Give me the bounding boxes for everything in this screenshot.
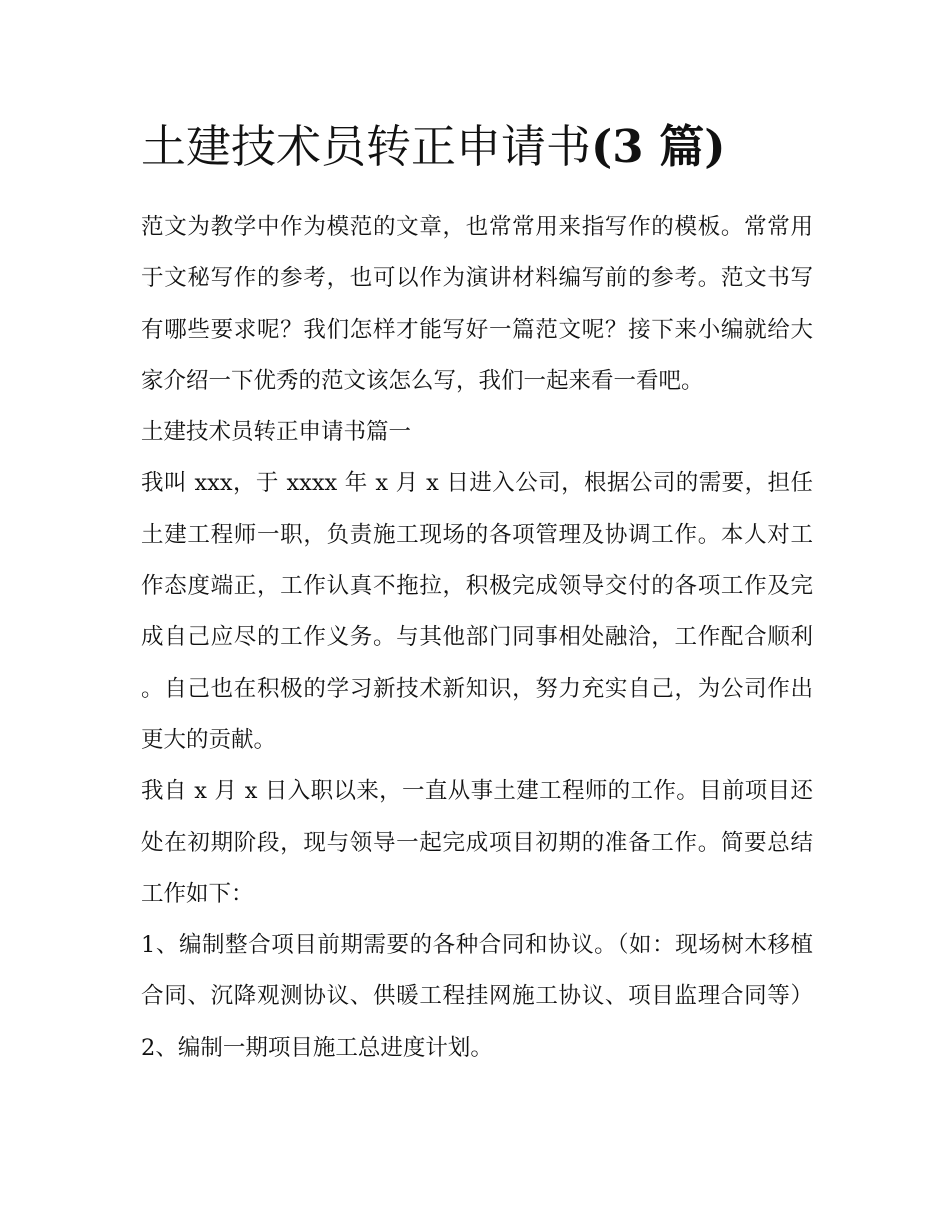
section-heading: 土建技术员转正申请书篇一 <box>141 419 412 446</box>
body-paragraph: 我自 x 月 x 日入职以来，一直从事土建工程师的工作。目前项目还处在初期阶段，现与领导一起完成项目初期的准备工作。简要总结工作如下： <box>141 778 813 907</box>
body-paragraph: 我叫 xxx，于 xxxx 年 x 月 x 日进入公司，根据公司的需要，担任土建工程师一职，负责施工现场的各项管理及协调工作。本人对工作态度端正，工作认真不拖拉，积极完成领导交付的各项工作及完成自己应尽的工作义务。与其他部门同事相处融洽，工作配合顺利。自己也在积极的学习新技术新知识，努力充实自己，为公司作出更大的贡献。 <box>141 470 813 753</box>
intro-paragraph: 范文为教学中作为模范的文章，也常常用来指写作的模板。常常用于文秘写作的参考，也可以作为演讲材料编写前的参考。范文书写有哪些要求呢？我们怎样才能写好一篇范文呢？接下来小编就给大家介绍一下优秀的范文该怎么写，我们一起来看一看吧。 <box>141 214 813 394</box>
document-title <box>141 116 841 178</box>
document-title-main: 土建技术员转正申请书 <box>141 120 592 173</box>
document-title-count: (3 篇) <box>591 120 726 173</box>
list-paragraph: 1、编制整合项目前期需要的各种合同和协议。（如：现场树木移植合同、沉降观测协议、供暖工程挂网施工协议、项目监理合同等） 2、编制一期项目施工总进度计划。 <box>141 932 813 1061</box>
document-body <box>141 202 813 1074</box>
